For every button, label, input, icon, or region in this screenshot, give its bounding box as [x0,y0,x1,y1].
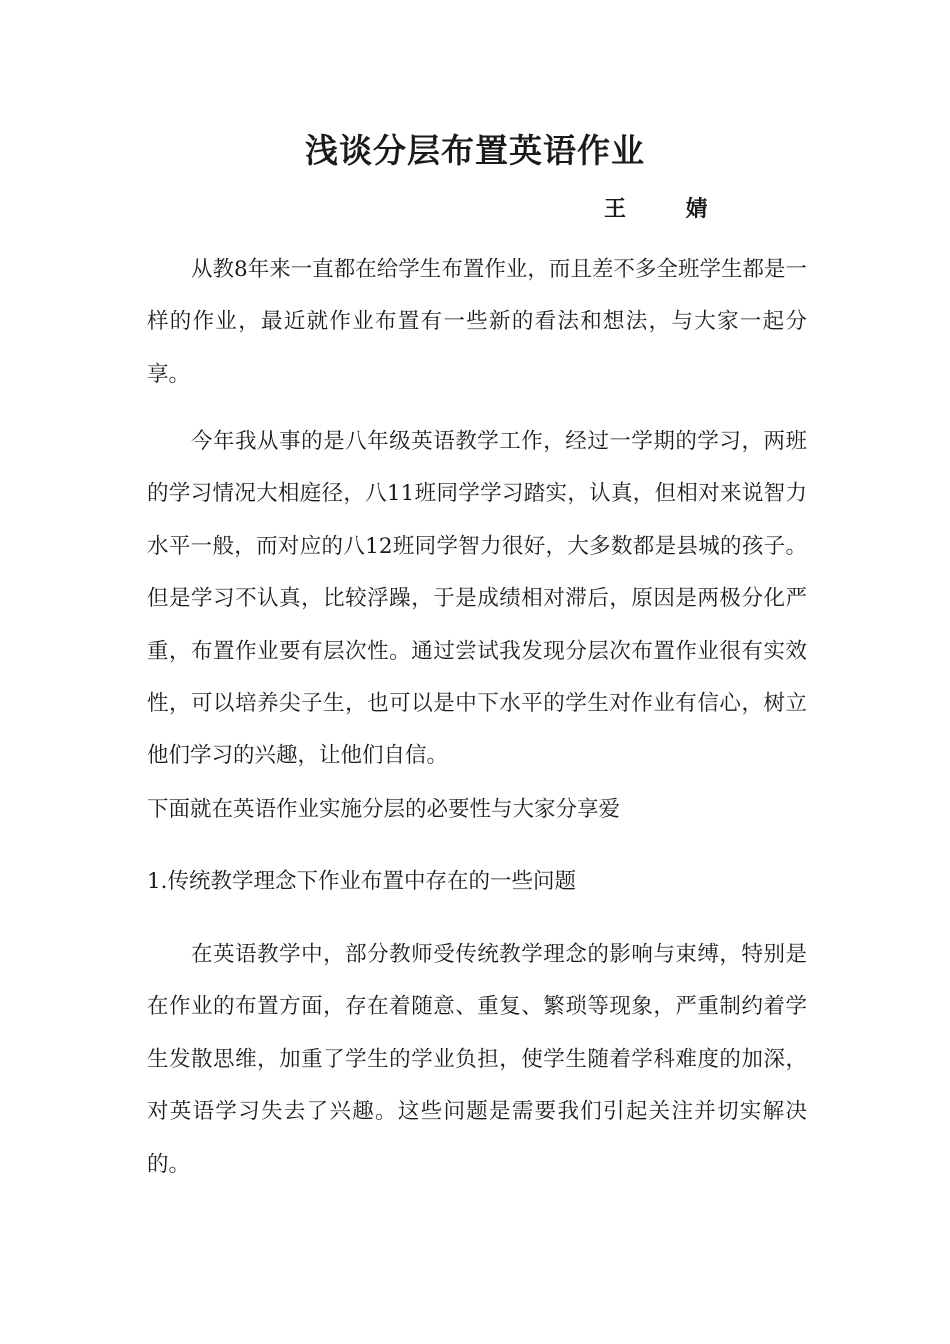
document-title: 浅谈分层布置英语作业 [305,131,645,170]
paragraph-intro: 从教8年来一直都在给学生布置作业，而且差不多全班学生都是一样的作业，最近就作业布置有一些新的看法和想法，与大家一起分享。 [147,257,807,387]
paragraph-background: 今年我从事的是八年级英语教学工作，经过一学期的学习，两班的学习情况大相庭径，八11班同学学习踏实，认真，但相对来说智力水平一般，而对应的八12班同学智力很好，大多数都是县城的孩子。但是学习不认真，比较浮躁，于是成绩相对滞后，原因是两极分化严重，布置作业要有层次性。通过尝试我发现分层次布置作业很有实效性，可以培养尖子生，也可以是中下水平的学生对作业有信心，树立他们学习的兴趣，让他们自信。 [147,429,807,769]
section-heading-1: 1.传统教学理念下作业布置中存在的一些问题 [147,869,577,894]
paragraph-problems: 在英语教学中，部分教师受传统教学理念的影响与束缚，特别是在作业的布置方面，存在着随意、重复、繁琐等现象，严重制约着学生发散思维，加重了学生的学业负担，使学生随着学科难度的加深，对英语学习失去了兴趣。这些问题是需要我们引起关注并切实解决的。 [147,942,807,1177]
author-name: 王 婧 [604,197,734,222]
paragraph-transition: 下面就在英语作业实施分层的必要性与大家分享爱 [147,797,621,822]
